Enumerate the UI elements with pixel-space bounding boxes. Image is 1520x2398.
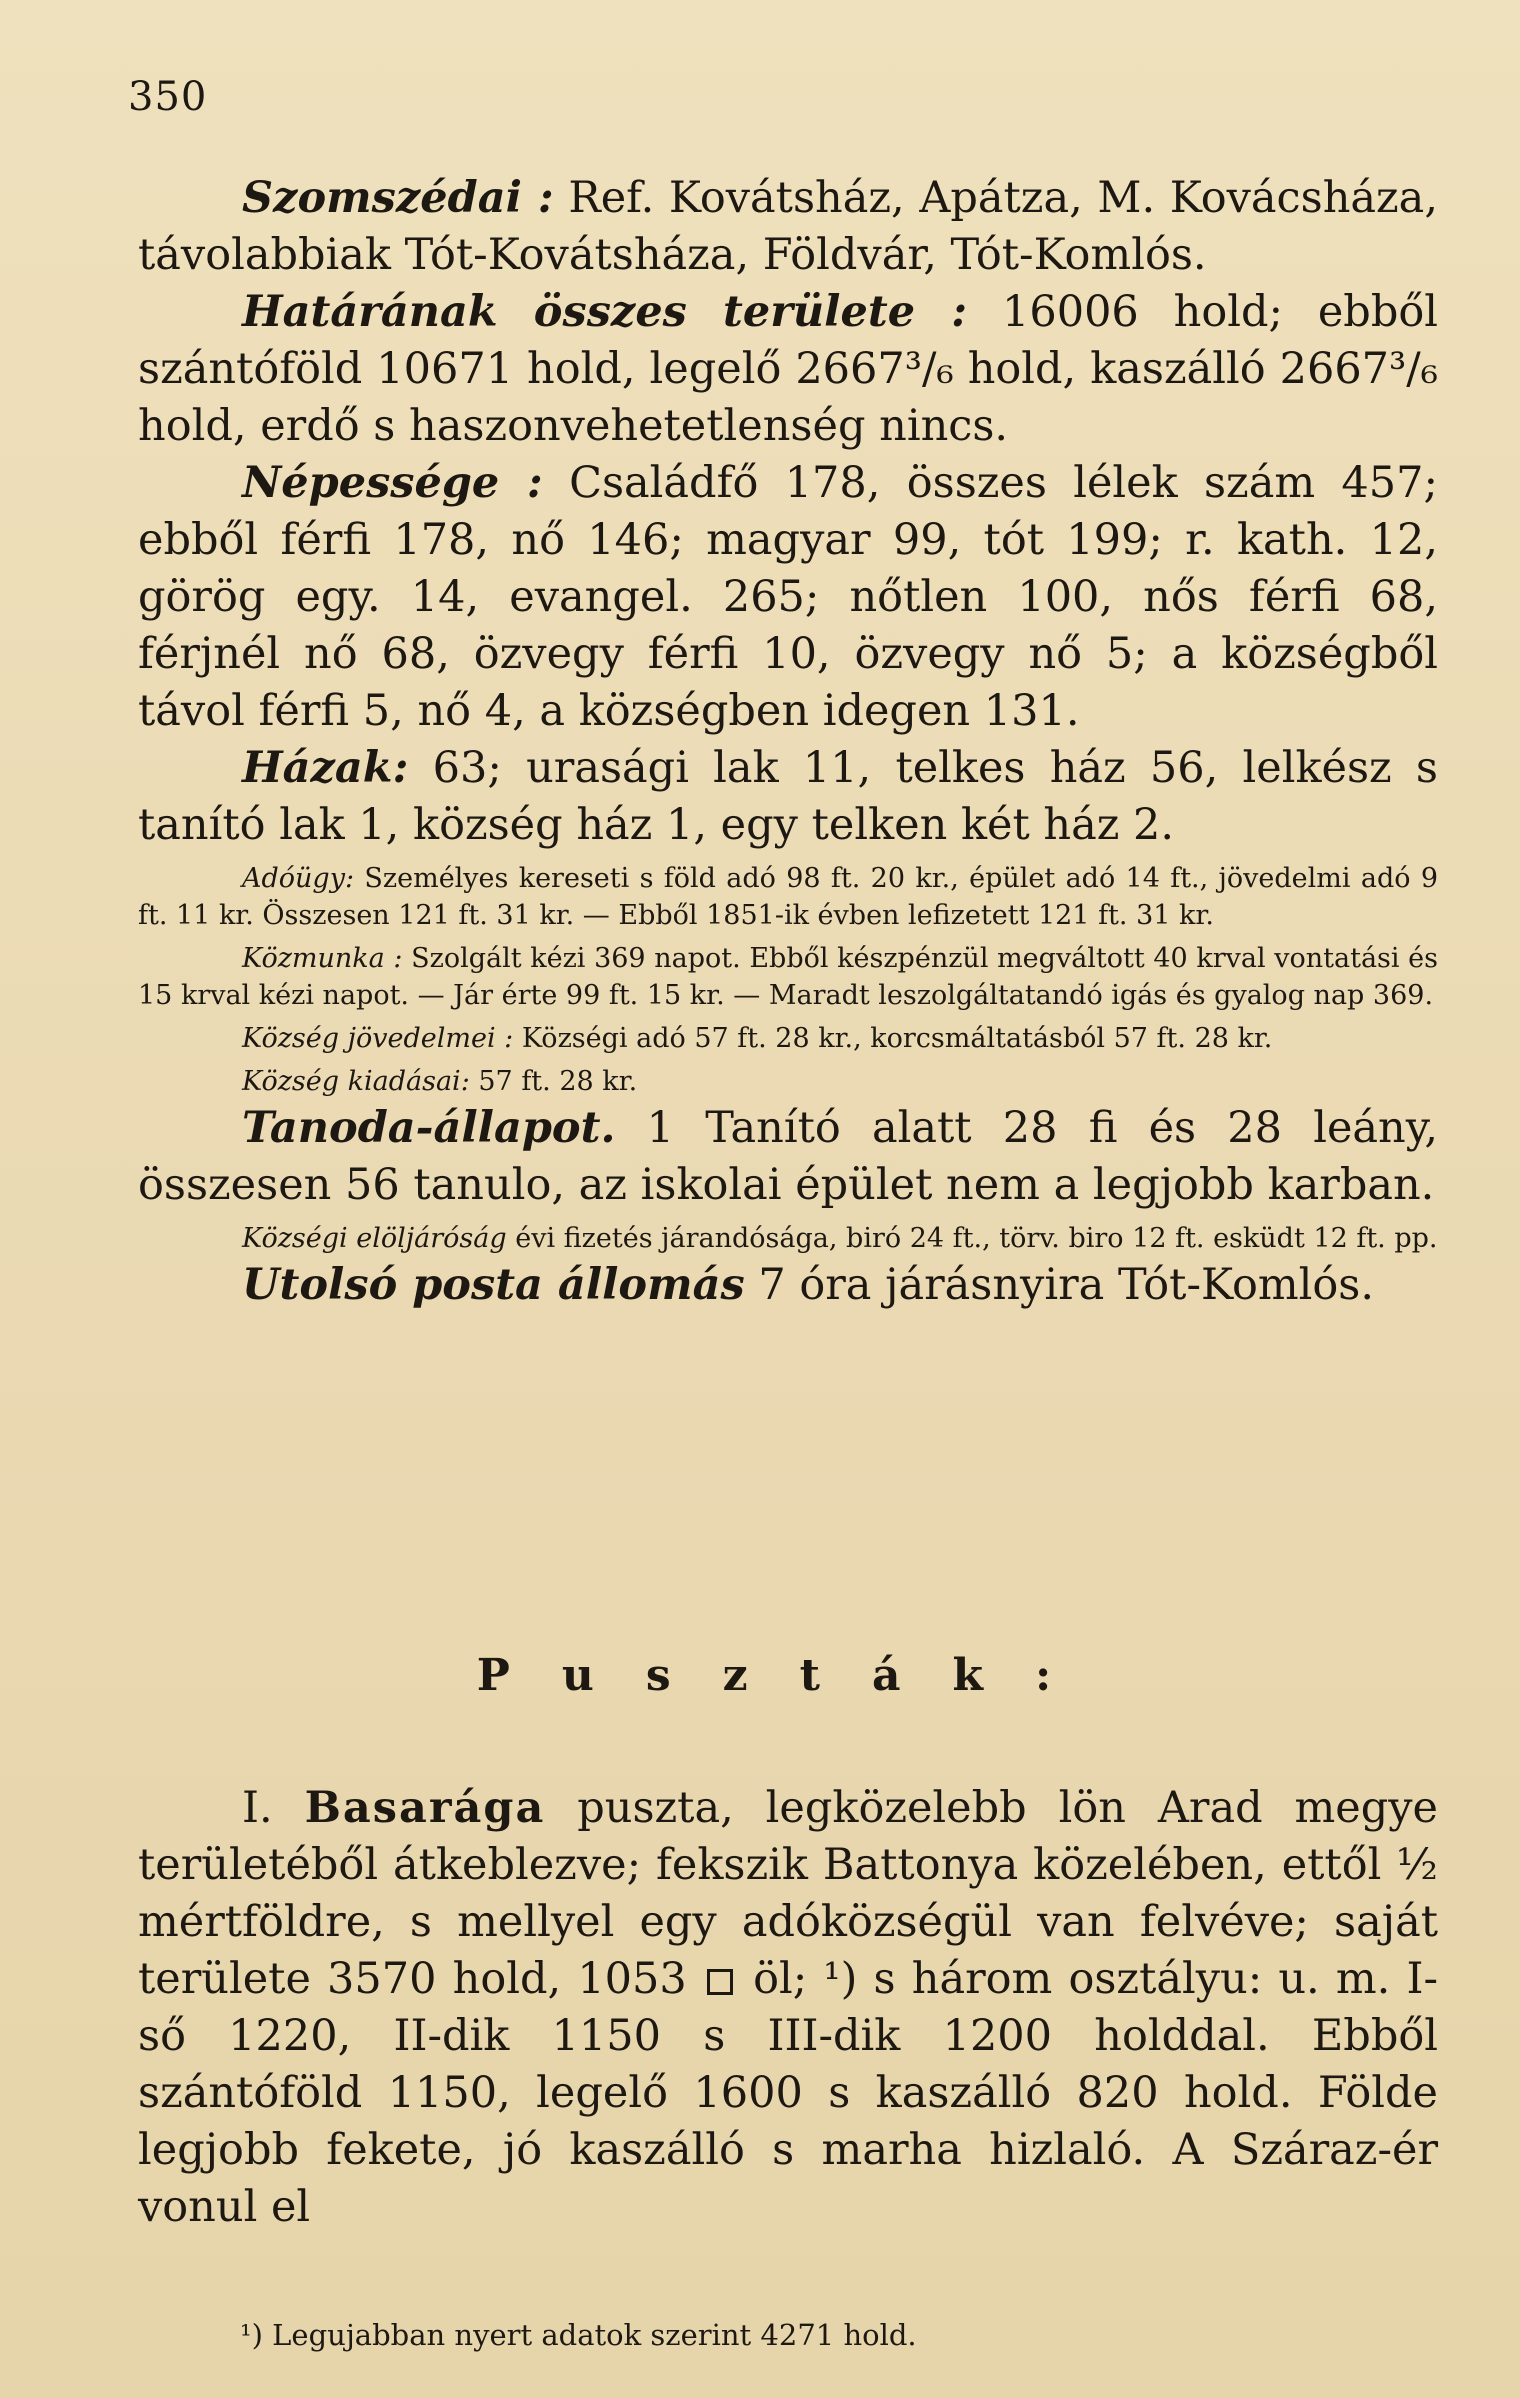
text-szomszedai: Ref. Kovátsház, Apátza, M. Kovácsháza, távolabbiak Tót-Kovátsháza, Földvár, Tót-Komlós. [138,173,1438,280]
text-nepesseg: Családfő 178, összes lélek szám 457; ebből férfi 178, nő 146; magyar 99, tót 199; r. kath. 12, görög egy. 14, evangel. 265; nőtlen 100, nős férfi 68, férjnél nő 68, özvegy férfi 10, özvegy nő 5; a községből távol férfi 5, nő 4, a községben idegen 131. [138,458,1438,736]
lead-tanoda: Tanoda-állapot. [242,1103,616,1153]
basaraga-name: Basarága [304,1783,546,1833]
lead-hazak: Házak: [242,743,409,793]
lead-szomszedai: Szomszédai : [242,173,554,223]
text-eloljarosag: évi fizetés járandósága, biró 24 ft., törv. biro 12 ft. esküdt 12 ft. pp. [506,1223,1438,1254]
paragraph-adougy [138,860,1438,934]
lead-kozseg-jovedelmei: Község jövedelmei : [242,1023,514,1054]
basaraga-text-2: öl; ¹) s három osztályu: u. m. I-ső 1220, II-dik 1150 s III-dik 1200 holddal. Ebből szántóföld 1150, legelő 1600 s kaszálló 820 hold. Földe legjobb fekete, jó kaszálló s marha hizlaló. A Száraz-ér vonul el [138,1954,1438,2232]
paragraph-kozseg-jovedelmei [138,1020,1438,1057]
text-kozmunka: Szolgált kézi 369 napot. Ebből készpénzül megváltott 40 krval vontatási és 15 krval kézi napot. — Jár érte 99 ft. 15 kr. — Maradt leszolgáltatandó igás és gyalog nap 369. [138,943,1438,1011]
paragraph-kozseg-kiadasai [138,1063,1438,1100]
paragraph-hazak [138,740,1438,854]
main-text [138,170,1438,1314]
lead-hatar: Határának összes területe : [242,287,968,337]
paragraph-posta [138,1257,1438,1314]
lead-eloljarosag: Községi elöljáróság [242,1223,507,1254]
paragraph-basaraga [138,1780,1438,2236]
text-adougy: Személyes kereseti s föld adó 98 ft. 20 kr., épület adó 14 ft., jövedelmi adó 9 ft. 11 kr. Összesen 121 ft. 31 kr. — Ebből 1851-ik évben lefizetett 121 ft. 31 kr. [138,863,1438,931]
paragraph-eloljarosag [138,1220,1438,1257]
text-tanoda: 1 Tanító alatt 28 fi és 28 leány, összesen 56 tanulo, az iskolai épület nem a legjobb karban. [138,1103,1438,1210]
footnote: ¹) Legujabban nyert adatok szerint 4271 hold. [240,2318,917,2352]
lead-kozmunka: Közmunka : [242,943,403,974]
lead-adougy: Adóügy: [242,863,355,894]
text-kozseg-jovedelmei: Községi adó 57 ft. 28 kr., korcsmáltatásból 57 ft. 28 kr. [513,1023,1273,1054]
lead-posta: Utolsó posta állomás [242,1260,745,1310]
basaraga-numeral: I. [242,1783,273,1833]
text-posta: 7 óra járásnyira Tót-Komlós. [744,1260,1374,1310]
text-hatar: 16006 hold; ebből szántóföld 10671 hold, legelő 2667³/₆ hold, kaszálló 2667³/₆ hold, erdő s haszonvehetetlenség nincs. [138,287,1438,451]
paragraph-szomszedai [138,170,1438,284]
basaraga-text-1: puszta, legközelebb lön Arad megye területéből átkeblezve; fekszik Battonya közelében, ettől ½ mértföldre, s mellyel egy adóközségül van felvéve; saját területe 3570 hold, 1053 [138,1783,1439,2004]
text-kozseg-kiadasai: 57 ft. 28 kr. [469,1066,638,1097]
paragraph-nepesseg [138,455,1438,740]
basaraga-section [138,1780,1438,2236]
paragraph-tanoda [138,1100,1438,1214]
paragraph-kozmunka [138,940,1438,1014]
page-number: 350 [128,74,208,120]
lead-nepesseg: Népessége : [242,458,543,508]
paragraph-hatar [138,284,1438,455]
lead-kozseg-kiadasai: Község kiadásai: [242,1066,470,1097]
text-hazak: 63; urasági lak 11, telkes ház 56, lelkész s tanító lak 1, község ház 1, egy telken két ház 2. [138,743,1438,850]
square-fathom-icon [707,1969,733,1995]
pusztak-heading: Puszták: [476,1650,1104,1701]
